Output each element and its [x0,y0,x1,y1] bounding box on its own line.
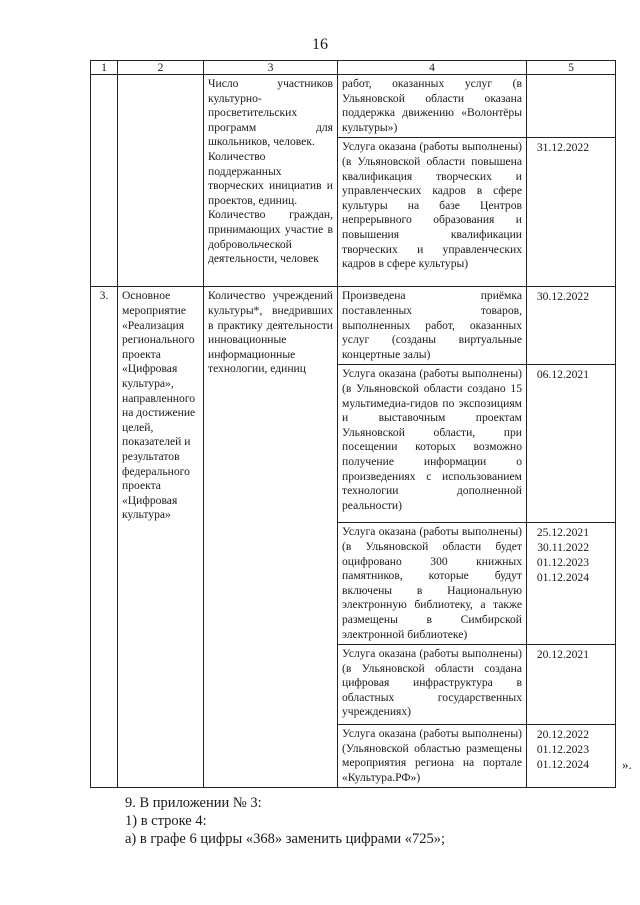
event-name-cell: Основное мероприятие «Реализация регионального проекта «Цифровая культура», направленного на достижение целей, показателей и результатов федерального проекта «Цифровая культура» [118,287,204,788]
deadline-date: 01.12.2023 [536,556,589,570]
table-header-row [91,61,616,75]
column-header: 2 [118,61,204,75]
deadline-date: 20.12.2021 [536,648,589,662]
deadline-date: 06.12.2021 [536,368,589,382]
amendment-paragraph: 1) в строке 4: [125,813,207,829]
date-cell [527,365,616,523]
indicator-text: Количество поддержанных творческих инициатив и проектов, единиц. [208,149,333,207]
deadline-date: 20.12.2022 [536,728,589,742]
closing-quote: ». [622,757,632,772]
result-cell: Произведена приёмка поставленных товаров, выполненных работ, оказанных услуг (созданы виртуальные концертные залы) [338,287,527,365]
amendment-paragraph: 9. В приложении № 3: [125,795,262,811]
page-number: 16 [312,36,328,53]
deadline-date: 01.12.2023 [536,743,589,757]
date-cell [527,645,616,725]
result-cell: Услуга оказана (работы выполнены) (Ульяновской областью размещены мероприятия региона на портале «Культура.РФ») [338,725,527,788]
deadline-date: 01.12.2024 [536,571,589,585]
deadline-date: 30.11.2022 [537,541,589,555]
deadline-date: 31.12.2022 [536,141,589,155]
event-name-cell [118,75,204,287]
deadline-date: 01.12.2024 [536,758,589,772]
indicator-text: Число участников культурно-просветительских программ для школьников, человек. [208,77,333,149]
result-cell: Услуга оказана (работы выполнены) (в Ульяновской области повышена квалификация творческих и управленческих кадров в сфере культуры на базе Центров непрерывного образования и повышения квалификации творческих и управленческих кадров в сфере культуры) [338,138,527,287]
table-row [91,75,616,138]
indicator-text: Количество граждан, принимающих участие в добровольческой деятельности, человек [208,208,333,266]
result-cell: Услуга оказана (работы выполнены) (в Ульяновской области создано 15 мультимедиа-гидов по экспозициям и выставочным проектам Ульяновской области, при посещении которых возможно получение информации о произведениях с использованием технологии дополненной реальности) [338,365,527,523]
result-cell: Услуга оказана (работы выполнены) (в Ульяновской области будет оцифровано 300 книжных памятников, которые будут включены в Национальную электронную библиотеку, а также размещены в Симбирской электронной библиотеке) [338,523,527,645]
date-cell [527,75,616,138]
date-cell [527,725,616,788]
date-cell [527,287,616,365]
date-cell [527,138,616,287]
column-header: 5 [527,61,616,75]
column-header: 1 [91,61,118,75]
date-cell [527,523,616,645]
deadline-date: 30.12.2022 [536,290,589,304]
table-row [91,287,616,365]
column-header: 3 [204,61,338,75]
result-cell: работ, оказанных услуг (в Ульяновской области оказана поддержка движению «Волонтёры культуры») [338,75,527,138]
result-cell: Услуга оказана (работы выполнены) (в Ульяновской области создана цифровая инфраструктура в областных государственных учреждениях) [338,645,527,725]
deadline-date: 25.12.2021 [536,526,589,540]
document-table [90,60,616,788]
amendment-paragraph: а) в графе 6 цифры «368» заменить цифрами «725»; [125,831,446,847]
row-number-cell: 3. [91,287,118,788]
indicator-cell [204,75,338,287]
column-header: 4 [338,61,527,75]
row-number-cell [91,75,118,287]
indicator-cell: Количество учреждений культуры*, внедривших в практику деятельности инновационные информационные технологии, единиц [204,287,338,788]
